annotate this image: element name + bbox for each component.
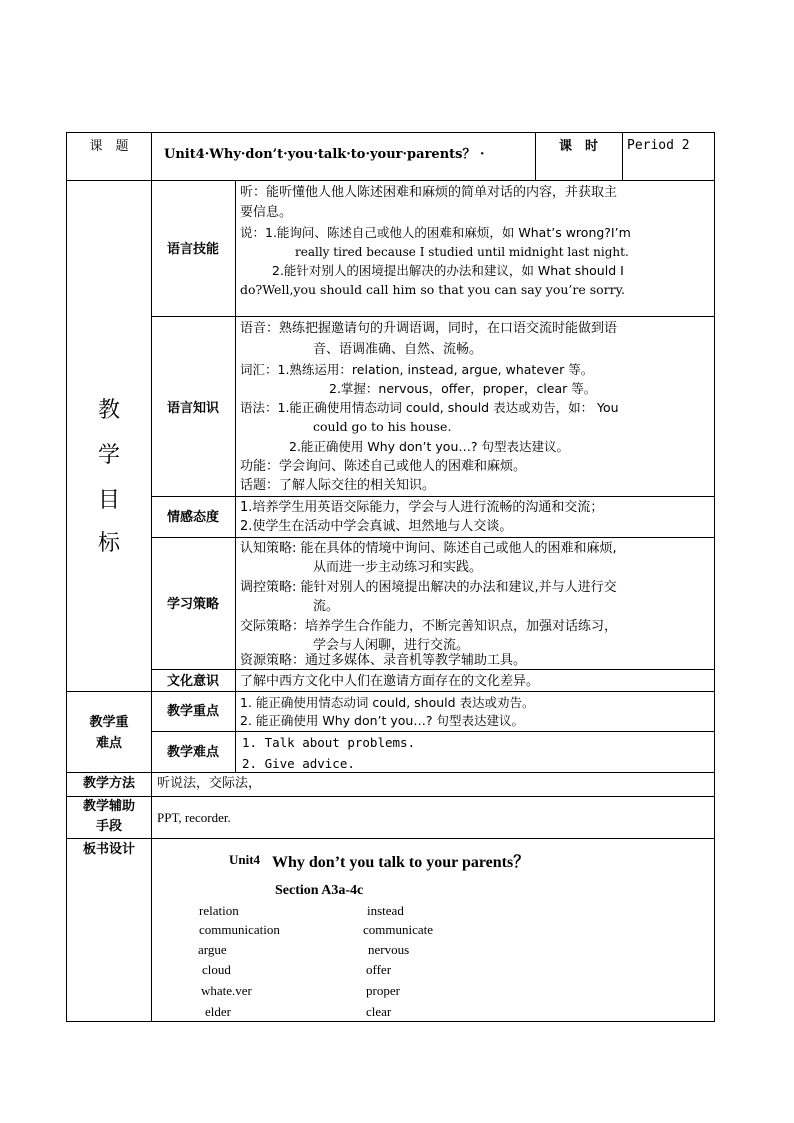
- method-label: 教学方法: [82, 776, 135, 791]
- focus-label: 难点: [95, 736, 122, 751]
- knowledge-line: 2.能正确使用 Why don’t you…? 句型表达建议。: [289, 439, 569, 454]
- goals-title-char: 学: [97, 443, 120, 468]
- knowledge-line: 话题：了解人际交往的相关知识。: [240, 478, 436, 493]
- knowledge-label: 语言知识: [166, 401, 219, 416]
- strategy-line: 认知策略: 能在具体的情境中询问、陈述自己或他人的困难和麻烦,: [240, 541, 617, 556]
- board-word: elder: [205, 1004, 231, 1019]
- key-points-label: 教学重点: [166, 704, 219, 719]
- lesson-plan-table: [66, 132, 715, 1022]
- board-word: proper: [366, 983, 400, 998]
- skills-line: 要信息。: [240, 205, 293, 220]
- knowledge-line: 音、语调准确、自然、流畅。: [313, 342, 483, 357]
- attitude-label: 情感态度: [166, 510, 219, 525]
- skills-label: 语言技能: [166, 242, 219, 257]
- culture-text: 了解中西方文化中人们在邀请方面存在的文化差异。: [240, 674, 540, 689]
- skills-line: really tired because I studied until midnight last night.: [295, 245, 629, 259]
- strategy-line: 调控策略: 能针对别人的困境提出解决的办法和建议,并与人进行交: [240, 580, 617, 595]
- board-word: clear: [366, 1004, 392, 1019]
- knowledge-line: 语法：1.能正确使用情态动词 could, should 表达或劝告，如： You: [240, 400, 619, 415]
- strategy-line: 从而进一步主动练习和实践。: [313, 560, 483, 575]
- strategy-line: 学会与人闲聊，进行交流。: [313, 638, 470, 653]
- row-divider: [67, 180, 714, 181]
- knowledge-line: 功能：学会询问、陈述自己或他人的困难和麻烦。: [240, 459, 527, 474]
- board-word: relation: [199, 903, 239, 918]
- goals-title-char: 目: [97, 488, 120, 513]
- topic-value: Unit4·Why·don’t·you·talk·to·your·parents？ ·: [164, 147, 485, 162]
- strategy-line: 资源策略：通过多媒体、录音机等教学辅助工具。: [240, 653, 527, 668]
- board-title: Why don’t you talk to your parents？: [272, 854, 530, 871]
- board-word: nervous: [368, 942, 410, 957]
- row-divider: [67, 772, 714, 773]
- column-divider: [622, 133, 623, 180]
- board-word: communication: [199, 922, 280, 937]
- attitude-line: 1.培养学生用英语交际能力，学会与人进行流畅的沟通和交流；: [240, 500, 604, 515]
- strategy-line: 流。: [313, 599, 340, 614]
- board-word: instead: [367, 903, 404, 918]
- board-word: whate.ver: [201, 983, 252, 998]
- board-word: argue: [198, 942, 227, 957]
- aids-text: PPT, recorder.: [157, 810, 231, 825]
- topic-label: 课 题: [89, 139, 129, 154]
- board-title-unit: Unit4: [229, 852, 261, 867]
- column-divider: [151, 133, 152, 1021]
- knowledge-line: 语音：熟练把握邀请句的升调语调，同时，在口语交流时能做到语: [240, 321, 618, 336]
- focus-label: 教学重: [89, 715, 129, 730]
- knowledge-line: 词汇：1.熟练运用：relation, instead, argue, whatever 等。: [240, 362, 594, 377]
- board-word: cloud: [202, 962, 231, 977]
- key-point-item: 2. 能正确使用 Why don’t you…? 句型表达建议。: [240, 713, 524, 728]
- difficulty-label: 教学难点: [166, 745, 219, 760]
- goals-title-char: 教: [97, 398, 120, 423]
- aids-label: 手段: [95, 819, 122, 834]
- strategy-line: 交际策略：培养学生合作能力，不断完善知识点，加强对话练习，: [240, 619, 618, 634]
- board-section: Section A3a-4c: [275, 883, 364, 898]
- goals-title-char: 标: [97, 531, 120, 556]
- difficulty-item: 2. Give advice.: [242, 756, 355, 771]
- strategy-label: 学习策略: [166, 597, 219, 612]
- difficulty-item: 1. Talk about problems.: [242, 735, 416, 750]
- board-word: offer: [366, 962, 392, 977]
- column-divider: [235, 180, 236, 772]
- skills-line: 2.能针对别人的困境提出解决的办法和建议，如 What should I: [272, 263, 624, 278]
- row-divider: [67, 796, 714, 797]
- aids-label: 教学辅助: [82, 799, 135, 814]
- key-point-item: 1. 能正确使用情态动词 could, should 表达或劝告。: [240, 695, 535, 710]
- hours-value: Period 2: [627, 138, 690, 153]
- row-divider: [67, 691, 714, 692]
- skills-line: do?Well,you should call him so that you can say you’re sorry.: [240, 282, 625, 297]
- hours-label: 课 时: [558, 139, 598, 154]
- row-divider: [67, 838, 714, 839]
- board-word: communicate: [363, 922, 434, 937]
- skills-line: 听：能听懂他人他人陈述困难和麻烦的简单对话的内容，并获取主: [240, 185, 618, 200]
- board-label: 板书设计: [82, 842, 135, 857]
- culture-label: 文化意识: [166, 674, 219, 689]
- knowledge-line: could go to his house.: [313, 419, 452, 434]
- method-text: 听说法，交际法，: [157, 776, 262, 791]
- skills-line: 说：1.能询问、陈述自己或他人的困难和麻烦，如 What’s wrong?I’m: [240, 225, 631, 240]
- attitude-line: 2.使学生在活动中学会真诚、坦然地与人交谈。: [240, 519, 513, 534]
- knowledge-line: 2.掌握：nervous，offer，proper，clear 等。: [329, 381, 597, 396]
